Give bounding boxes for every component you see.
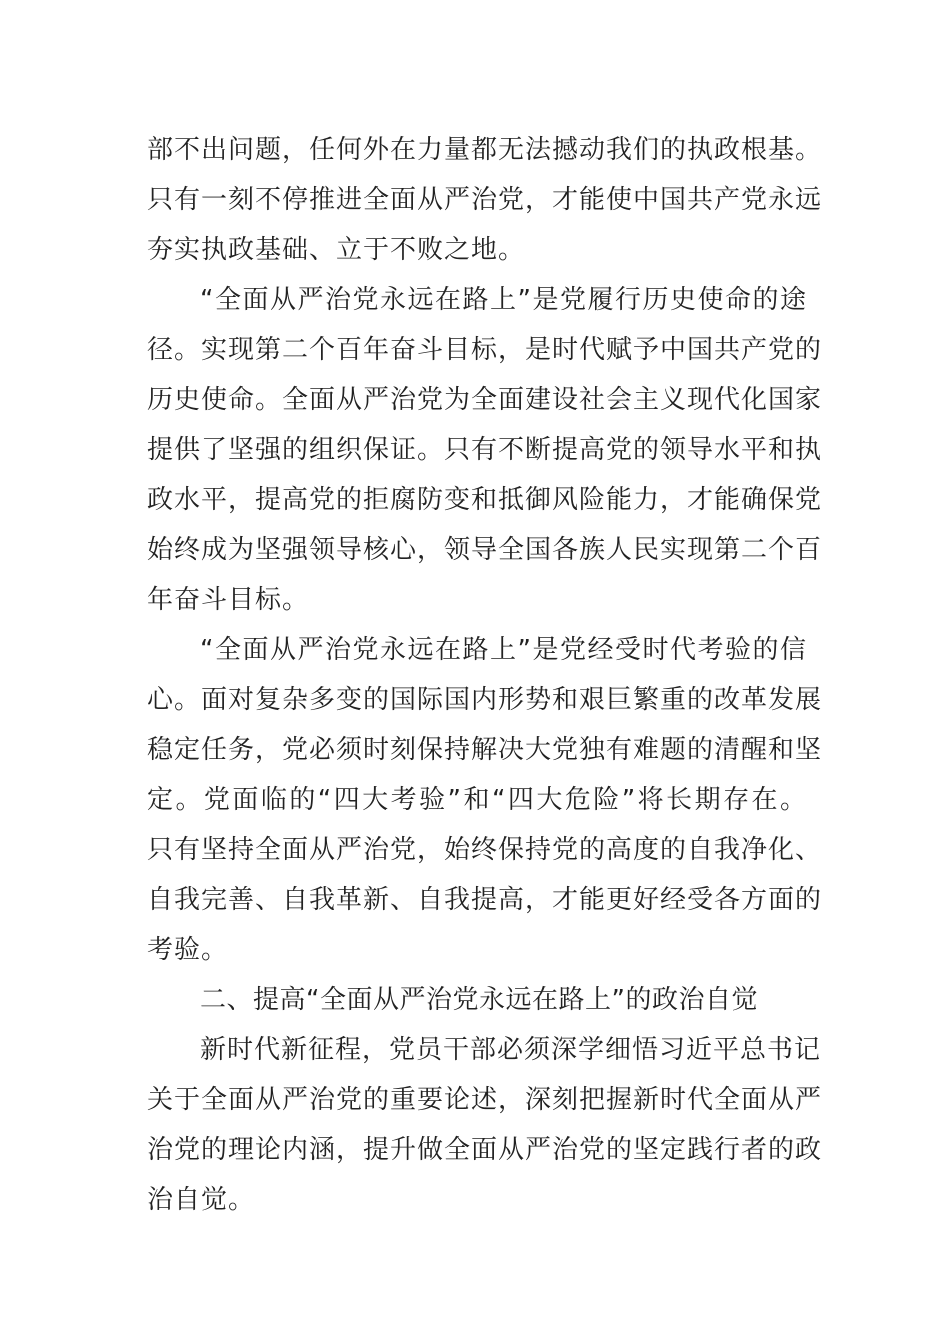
text-line: 径。实现第二个百年奋斗目标，是时代赋予中国共产党的 xyxy=(147,335,823,365)
text-line: 关于全面从严治党的重要论述，深刻把握新时代全面从严 xyxy=(147,1085,823,1115)
text-line: 治党的理论内涵，提升做全面从严治党的坚定践行者的政 xyxy=(147,1135,823,1165)
text-line: 治自觉。 xyxy=(147,1185,256,1215)
text-line: “全面从严治党永远在路上”是党经受时代考验的信 xyxy=(200,635,807,665)
text-line: 定。党面临的“四大考验”和“四大危险”将长期存在。 xyxy=(147,785,807,815)
text-line: 只有一刻不停推进全面从严治党，才能使中国共产党永远 xyxy=(147,185,823,215)
section-heading: 二、提高“全面从严治党永远在路上”的政治自觉 xyxy=(200,985,758,1015)
text-line: “全面从严治党永远在路上”是党履行历史使命的途 xyxy=(200,285,807,315)
text-line: 部不出问题，任何外在力量都无法撼动我们的执政根基。 xyxy=(147,135,823,165)
text-line: 新时代新征程，党员干部必须深学细悟习近平总书记 xyxy=(200,1035,822,1065)
text-line: 心。面对复杂多变的国际国内形势和艰巨繁重的改革发展 xyxy=(147,685,823,715)
text-line: 夯实执政基础、立于不败之地。 xyxy=(147,235,526,265)
text-line: 自我完善、自我革新、自我提高，才能更好经受各方面的 xyxy=(147,885,823,915)
text-line: 只有坚持全面从严治党，始终保持党的高度的自我净化、 xyxy=(147,835,823,865)
text-line: 稳定任务，党必须时刻保持解决大党独有难题的清醒和坚 xyxy=(147,735,823,765)
text-line: 年奋斗目标。 xyxy=(147,585,310,615)
text-line: 提供了坚强的组织保证。只有不断提高党的领导水平和执 xyxy=(147,435,823,465)
text-line: 考验。 xyxy=(147,935,229,965)
text-line: 政水平，提高党的拒腐防变和抵御风险能力，才能确保党 xyxy=(147,485,823,515)
text-line: 历史使命。全面从严治党为全面建设社会主义现代化国家 xyxy=(147,385,823,415)
text-line: 始终成为坚强领导核心，领导全国各族人民实现第二个百 xyxy=(147,535,823,565)
